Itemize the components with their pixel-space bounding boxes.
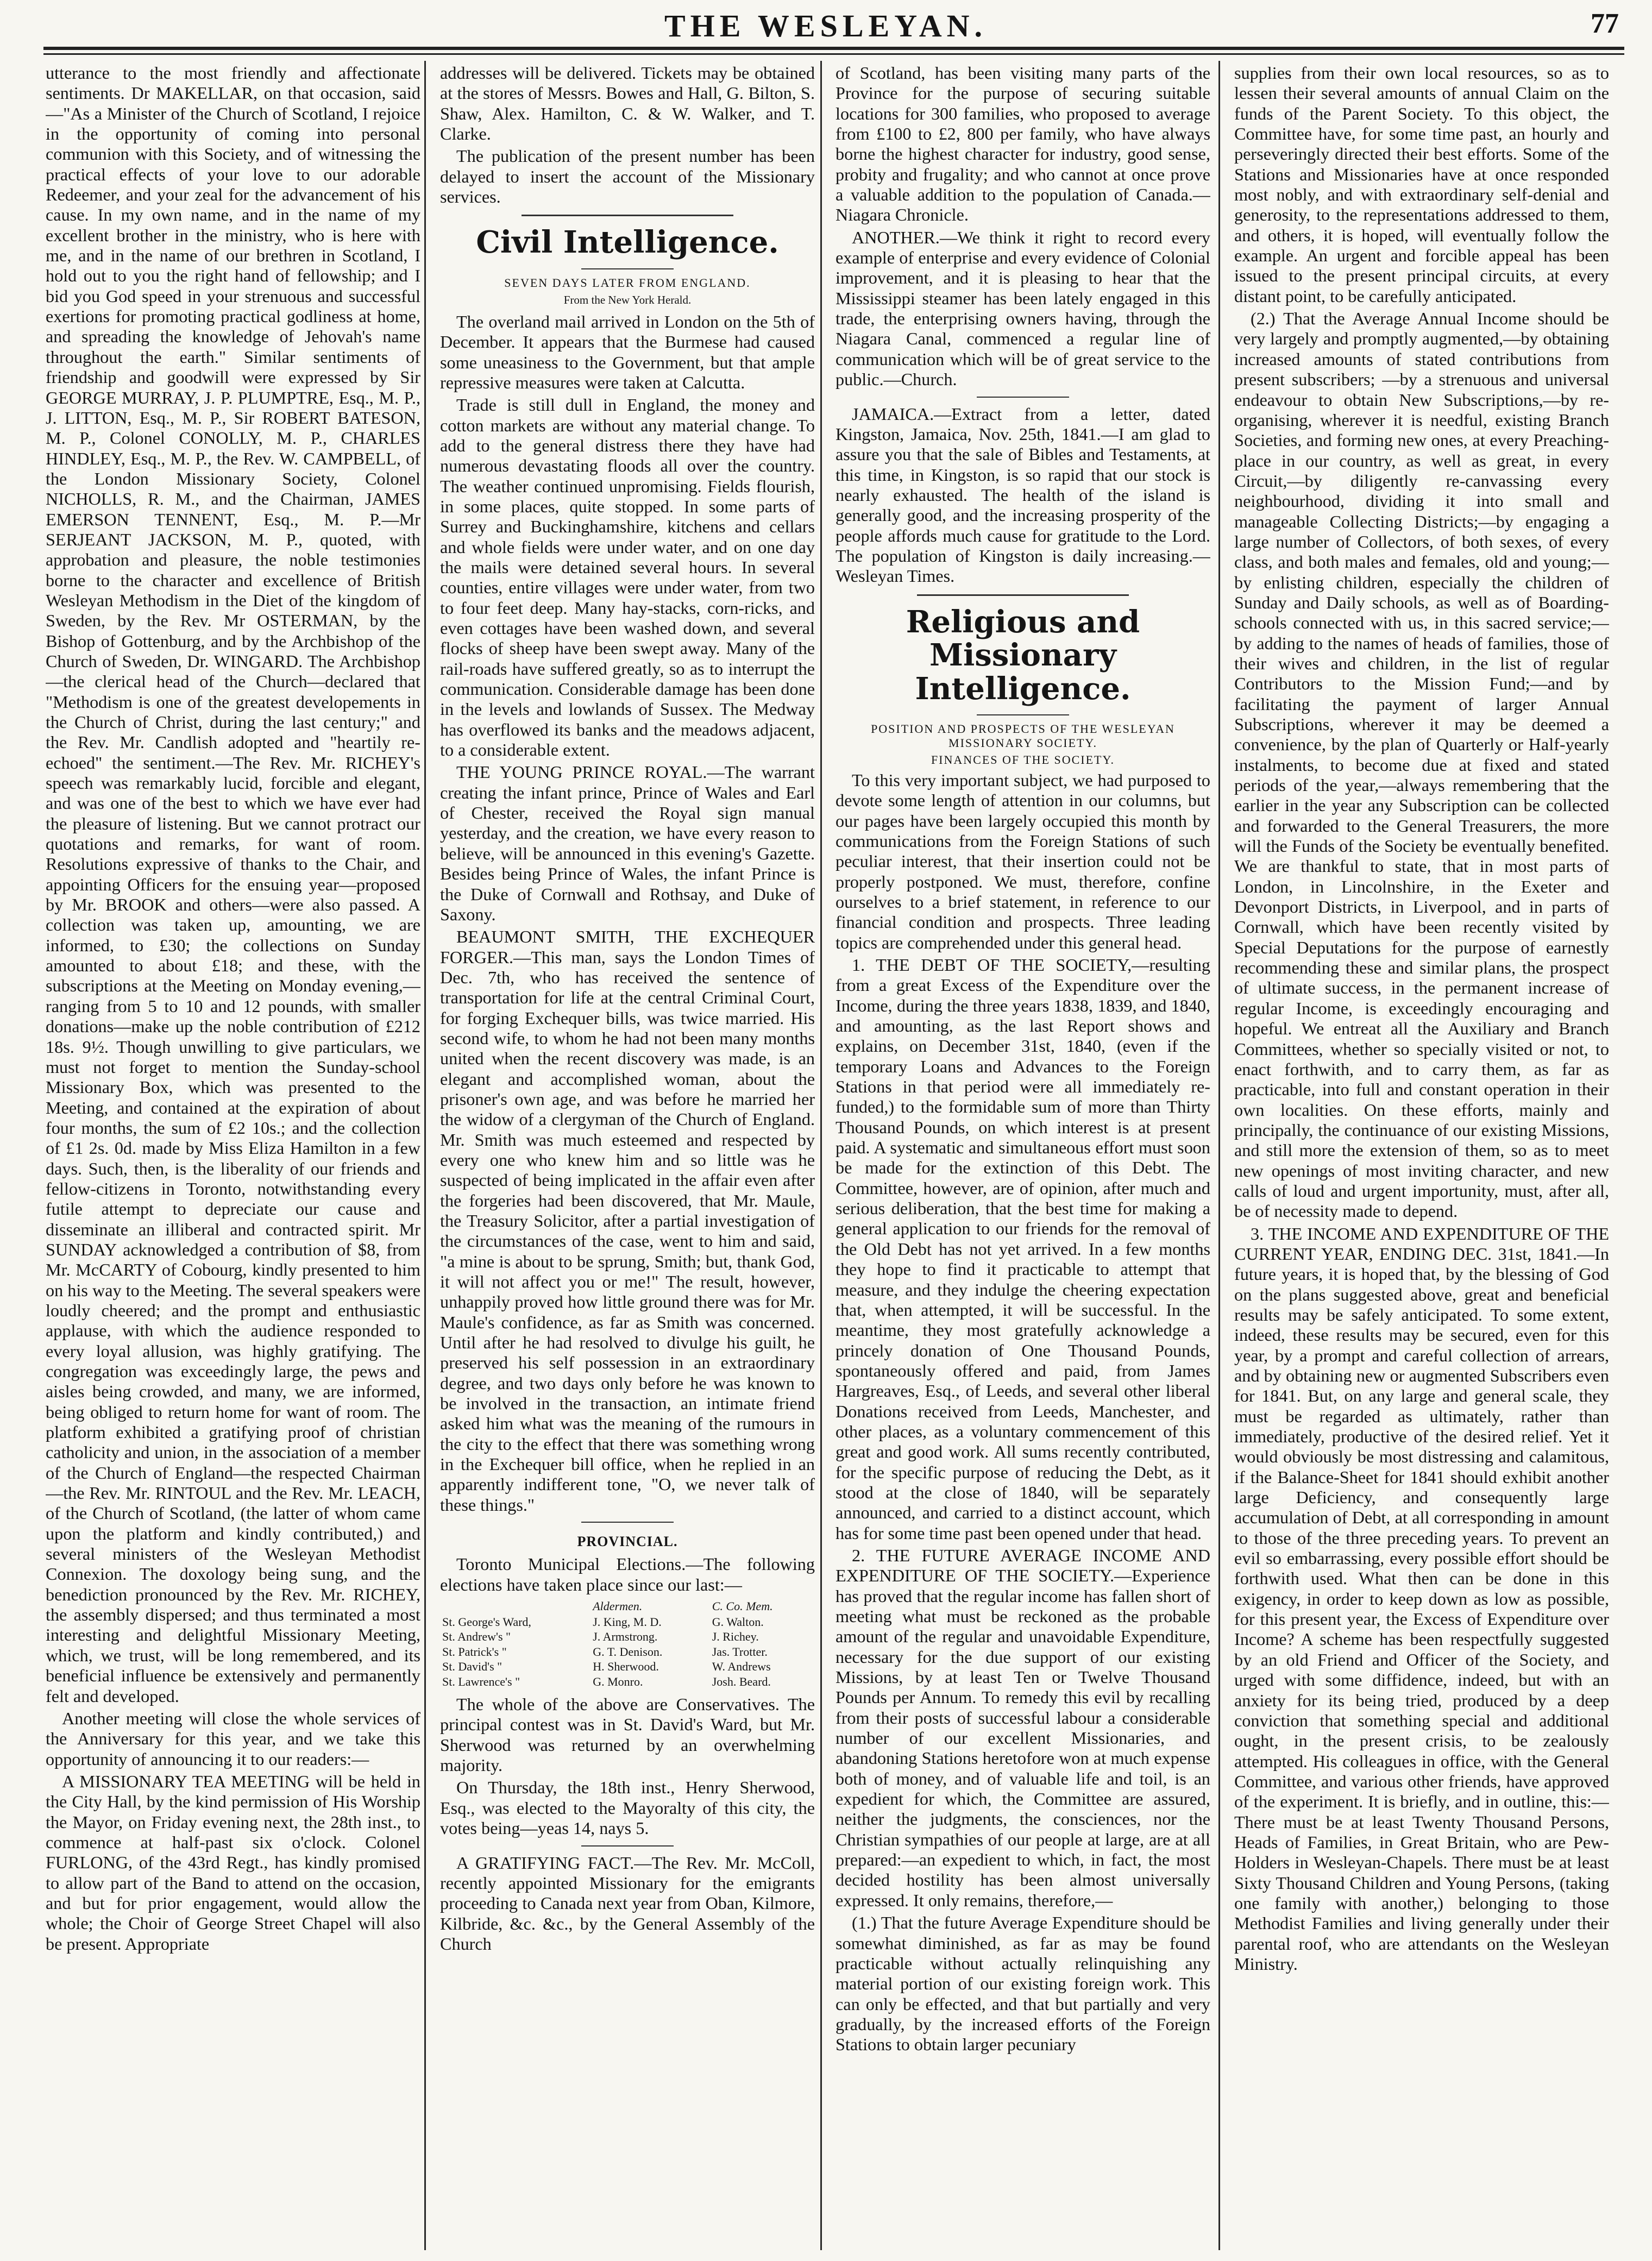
article-paragraph: 3. THE INCOME AND EXPENDITURE OF THE CURRENT YEAR, ENDING DEC. 31st, 1841.—In future years, it is hoped that, by the blessing of God on the plans suggested above, great and beneficial results may be safely anticipated. To some extent, indeed, these results may be secured, even for this year, by a prompt and careful collection of arrears, and by obtaining new or augmented Subscribers even for 1841. But, on any large and general scale, they must be regarded as ultimately, rather than immediately, productive of the desired relief. Yet it would obviously be most distressing and calamitous, if the Balance-Sheet for 1841 should exhibit another large Deficiency, and consequently large accumulation of Debt, at all corresponding in amount to those of the three preceding years. To prevent an evil so embarrassing, every possible effort should be forthwith used. What then can be done in this exigency, in order to keep down as low as possible, for this present year, the Excess of Expenditure over Income? A scheme has been respectfully suggested by an old Friend and Officer of the Society, and urged with some diffidence, indeed, but with an anxiety for its being tried, produced by a deep conviction that something special and additional ought, in the present crisis, to be zealously attempted. His colleagues in office, with the General Committee, and various other friends, have approved of the experiment. It is briefly, and in outline, this:—There must be at least Twenty Thousand Persons, Heads of Families, in Great Britain, who are Pew-Holders in Wesleyan-Chapels. There must be at least Sixty Thousand Children and Young Persons, (taking one family with another,) belonging to those Methodist Families and living generally under their parental roof, who are attendants on the Wesleyan Ministry. (1234, 1223, 1609, 1974)
article-paragraph: The overland mail arrived in London on the 5th of December. It appears that the Burmese had caused some uneasiness to the Government, but that ample repressive measures were taken at Calcutta. (440, 311, 815, 392)
article-paragraph: 1. THE DEBT OF THE SOCIETY,—resulting from a great Excess of the Expenditure over the Income, during the three years 1838, 1839, and 1840, and amounting, as the last Report shows and explains, on December 31st, 1840, (even if the temporary Loans and Advances to the Foreign Stations in that period were all immediately re-funded,) to the formidable sum of more than Thirty Thousand Pounds, on which interest is at present paid. A systematic and simultaneous effort must soon be made for the extinction of this Debt. The Committee, however, are of opinion, after much and serious deliberation, that the best time for making a general application to our friends for the removal of the Old Debt has not yet arrived. In a few months they hope to find it practicable to attempt that measure, and they indulge the cheering expectation that, when attempted, it will be successful. In the meantime, they most gratefully acknowledge a princely donation of One Thousand Pounds, spontaneously offered and paid, from James Hargreaves, Esq., of Leeds, and several other liberal Donations received from Leeds, Manchester, and other places, as a voluntary commencement of this great and good work. All sums recently contributed, for the specific purpose of reducing the Debt, as it stood at the close of 1840, will be separately announced, and carried to a distinct account, which has for some time past been opened under that head. (836, 955, 1210, 1543)
column-divider (424, 61, 426, 2250)
table-header-cell: Aldermen. (593, 1599, 643, 1613)
subheading: POSITION AND PROSPECTS OF THE WESLEYAN MISSIONARY SOCIETY. (871, 722, 1175, 750)
table-row (440, 1674, 815, 1690)
table-header-cell: C. Co. Mem. (712, 1599, 773, 1613)
table-row (440, 1615, 815, 1630)
councilman-cell: Josh. Beard. (712, 1674, 771, 1688)
election-results-table (440, 1598, 815, 1689)
alderman-cell: J. Armstrong. (593, 1630, 658, 1644)
article-paragraph: Trade is still dull in England, the money and cotton markets are without any material change. To add to the general distress there they have had numerous devastating floods all over the country. The weather continued unpromising. Fields flourish, in some places, quite stopped. In some parts of Surrey and Buckinghamshire, kitchens and cellars and whole fields were under water, and on one day the mails were detained several hours. In several counties, entire villages were under water, from two to four feet deep. Many hay-stacks, corn-ricks, and even cottages have been washed down, and several flocks of sheep have been swept away. Many of the rail-roads have suffered greatly, so as to interrupt the communication. Considerable damage has been done in the levels and lowlands of Sussex. The Medway has overflowed its banks and the meadows adjacent, to a considerable extent. (440, 395, 815, 760)
table-header-row (440, 1598, 815, 1615)
masthead-rule-thin (43, 53, 1624, 55)
section-rule (581, 268, 674, 269)
article-paragraph: Toronto Municipal Elections.—The following elections have taken place since our last:— (440, 1554, 815, 1594)
section-rule (977, 397, 1069, 398)
article-paragraph: 2. THE FUTURE AVERAGE INCOME AND EXPENDITURE OF THE SOCIETY.—Experience has proved that the regular income has fallen short of meeting what must be reckoned as the probable amount of the regular and unavoidable Expenditure, necessary for the due support of our existing Missions, by at least Ten or Twelve Thousand Pounds per Annum. To remedy this evil by recalling from their posts of successful labour a considerable number of our excellent Missionaries, and abandoning Stations heretofore won at much expense both of money, and of valuable life and toil, is an expedient for which, the Committee are assured, neither the judgments, the consciences, nor the Christian sympathies of our people at large, are at all prepared:—an expedient to which, in fact, the most decided hostility has been almost universally expressed. It only remains, therefore,— (836, 1545, 1210, 1910)
column-1 (46, 63, 420, 2252)
article-paragraph: (1.) That the future Average Expenditure should be somewhat diminished, as far as may be found practicable without actually relinquishing any material portion of our existing foreign work. This can only be effected, and that but partially and very gradually, by the increased efforts of the Foreign Stations to obtain larger pecuniary (836, 1913, 1210, 2055)
section-rule (522, 215, 733, 216)
alderman-cell: G. T. Denison. (593, 1644, 663, 1659)
article-paragraph: BEAUMONT SMITH, THE EXCHEQUER FORGER.—This man, says the London Times of Dec. 7th, who has received the sentence of transportation for life at the central Criminal Court, for forging Exchequer bills, was twice married. His second wife, to whom he had not been many months united when the recent discovery was made, is an elegant and accomplished woman, about the prisoner's own age, and was before he married her the widow of a clergyman of the Church of England. Mr. Smith was much esteemed and respected by every one who knew him and so little was he suspected of being implicated in the affair even after the forgeries had been discovered, that Mr. Maule, the Treasury Solicitor, after a partial investigation of the circumstances of the case, went to him and said, "a mine is about to be sprung, Smith; but, thank God, it will not affect you or me!" The result, however, unhappily proved how little ground there was for Mr. Maule's confidence, as far as Smith was concerned. Until after he had resolved to divulge his guilt, he preserved his self possession in an extraordinary degree, and two days only before he was known to be involved in the transaction, an intimate friend asked him what was the meaning of the rumours in the city to the effect that there was something wrong in the Exchequer bill office, when he replied in an apparently indifferent tone, "O, we never talk of these things." (440, 927, 815, 1515)
provincial-heading: PROVINCIAL. (577, 1534, 678, 1550)
article-paragraph: (2.) That the Average Annual Income should be very largely and promptly augmented,—by obtaining increased amounts of stated contributions from present subscribers; —by a strenuous and universal endeavour to obtain New Subscriptions,—by re-organising, wherever it is needful, existing Branch Societies, and forming new ones, at every Preaching-place in our country, as well as great, in every Circuit,—by diligently re-canvassing every neighbourhood, dividing it into small and manageable Collecting Districts;—by engaging a large number of Collectors, of both sexes, of every class, and both males and females, old and young;—by enlisting children, especially the children of Sunday and Daily schools, as well as of Boarding-schools connected with us, in this sacred service;—by adding to the names of heads of families, those of their wives and children, in the list of regular Contributors to the Mission Fund;—and by facilitating the payment of larger Annual Subscriptions, wherever it may be deemed a convenience, by the plan of Quarterly or Half-yearly instalments, to become due at fixed and stated periods of the year,—always remembering that the earlier in the year any Subscription can be collected and forwarded to the General Treasurers, the more will the Funds of the Society be eventually benefited. We are thankful to state, that in most parts of London, in Lincolnshire, in the Exeter and Devonport Districts, in Liverpool, and in parts of Cornwall, which have been recently visited by Special Deputations for the purpose of earnestly recommending these and similar plans, the prospect of ultimate success, in the permanent increase of regular Income, is exceedingly encouraging and hopeful. We entreat all the Auxiliary and Branch Committees, whether so specially visited or not, to enact forthwith, and to carry them, as far as practicable, into full and constant operation in their own localities. On these efforts, mainly and principally, the continuance of our existing Missions, and still more the extension of them, so as to meet new openings of most inviting character, and new calls of loud and urgent importunity, must, after all, be of necessity made to depend. (1234, 309, 1609, 1221)
newspaper-title: THE WESLEYAN. (664, 8, 988, 43)
section-title-civil-intelligence: Civil Intelligence. (476, 224, 779, 261)
table-header-cell (440, 1598, 591, 1615)
table-row (440, 1629, 815, 1644)
article-paragraph: THE YOUNG PRINCE ROYAL.—The warrant creating the infant prince, Prince of Wales and Earl of Chester, received the Royal sign manual yesterday, and the creation, we have every reason to believe, will be announced in this evening's Gazette. Besides being Prince of Wales, the infant Prince is the Duke of Cornwall and Rothsay, and Duke of Saxony. (440, 762, 815, 924)
masthead-rule (43, 47, 1624, 50)
section-rule (581, 1522, 674, 1523)
councilman-cell: Jas. Trotter. (712, 1644, 768, 1659)
table-row (440, 1659, 815, 1674)
ward-cell: St. Patrick's " (442, 1644, 507, 1659)
alderman-cell: H. Sherwood. (593, 1660, 659, 1674)
masthead (33, 3, 1619, 47)
column-4 (1234, 63, 1609, 2252)
article-paragraph: utterance to the most friendly and affectionate sentiments. Dr MAKELLAR, on that occasion, said—"As a Minister of the Church of Scotland, I rejoice in the opportunity of coming into personal communion with this Society, and of witnessing the practical effects of your love to our adorable Redeemer, and your zeal for the advancement of his cause. In my own name, and in the name of my excellent brother in the ministry, who is here with me, and in the name of our brethren in Scotland, I hold out to you the right hand of fellowship; and I bid you God speed in your strenuous and successful exertions for promoting practical godliness at home, and spreading the knowledge of Jehovah's name throughout the earth." Similar sentiments of friendship and goodwill were expressed by Sir GEORGE MURRAY, J. P. PLUMPTRE, Esq., M. P., J. LITTON, Esq., M. P., Sir ROBERT BATESON, M. P., Colonel CONOLLY, M. P., CHARLES HINDLEY, Esq., M. P., the Rev. W. CAMPBELL, of the London Missionary Society, Colonel NICHOLLS, R. M., and the Chairman, JAMES EMERSON TENNENT, Esq., M. P.—Mr SERJEANT JACKSON, M. P., quoted, with approbation and pleasure, the noble testimonies borne to the character and excellence of British Wesleyan Methodism in the Diet of the kingdom of Sweden, by the Rev. Mr OSTERMAN, by the Bishop of Gottenburg, and by the Archbishop of the Church of Sweden, Dr. WINGARD. The Archbishop—the clerical head of the Church—declared that "Methodism is one of the greatest developements in the Church of Christ, during the last century;" and the Rev. Mr. Candlish adopted and "heartily re-echoed" the sentiment.—The Rev. Mr. RICHEY's speech was remarkably lucid, forcible and elegant, and was one of the best to which we have ever had the pleasure of listening. But we cannot protract our quotations and remarks, for want of room. Resolutions expressive of thanks to the Chair, and appointing Officers for the ensuing year—proposed by Mr. BROOK and others—were also passed. A collection was taken up, amounting, we are informed, to £30; the collections on Sunday amounted to about £18; and these, with the subscriptions at the Meeting on Monday evening,—ranging from 5 to 10 and 12 pounds, with smaller donations—make up the noble contribution of £212 18s. 9½. Though unwilling to give particulars, we must not forget to mention the Sunday-school Missionary Box, which was presented to the Meeting, and contained at the expiration of about four months, the sum of £2 10s.; and the collection of £1 2s. 0d. made by Miss Eliza Hamilton in a few days. Such, then, is the liberality of our friends and fellow-citizens in Toronto, notwithstanding every futile attempt to depreciate our cause and disseminate an illiberal and contracted spirit. Mr SUNDAY acknowledged a contribution of $8, from Mr. McCARTY of Cobourg, kindly presented to him on his way to the Meeting. The several speakers were loudly cheered; and the prompt and enthusiastic applause, with which the audience responded to every loyal allusion, was highly gratifying. The congregation was exceedingly large, the pews and aisles being crowded, and many, we are informed, being obliged to return home for want of room. The platform exhibited a gratifying proof of christian catholicity and union, in the association of a member of the Church of England—the respected Chairman—the Rev. Mr. RINTOUL and the Rev. Mr. LEACH, of the Church of Scotland, (the latter of whom came upon the platform and kindly contributed,) and several ministers of the Wesleyan Methodist Connexion. The doxology being sung, and the benediction pronounced by the Rev. Mr. RICHEY, the assembly dispersed; and thus terminated a most interesting and delightful Missionary Meeting, which, we trust, will be long remembered, and its beneficial influence be extensively and permanently felt and developed. (46, 63, 420, 1706)
councilman-cell: W. Andrews (712, 1660, 771, 1674)
section-rule (977, 714, 1069, 715)
page-number: 77 (1591, 8, 1619, 39)
table-row (440, 1644, 815, 1660)
column-2 (440, 63, 815, 2252)
article-paragraph: A GRATIFYING FACT.—The Rev. Mr. McColl, recently appointed Missionary for the emigrants proceeding to Canada next year from Oban, Kilmore, Kilbride, &c. &c., by the General Assembly of the Church (440, 1852, 815, 1954)
article-paragraph: ANOTHER.—We think it right to record every example of enterprise and every evidence of Colonial improvement, and it is pleasing to hear that the Mississippi steamer has been lately engaged in this trade, the enterprising owners having, through the Niagara Canal, commenced a regular line of communication which will be of great service to the public.—Church. (836, 227, 1210, 390)
article-paragraph: On Thursday, the 18th inst., Henry Sherwood, Esq., was elected to the Mayoralty of this city, the votes being—yeas 14, nays 5. (440, 1778, 815, 1838)
subheading-finances: FINANCES OF THE SOCIETY. (931, 753, 1115, 767)
article-paragraph: of Scotland, has been visiting many parts of the Province for the purpose of securing suitable locations for 300 families, who proposed to average from £100 to £2, 800 per family, who have always borne the highest character for industry, good sense, probity and frugality; and who cannot at once prove a valuable addition to the population of Canada.—Niagara Chronicle. (836, 63, 1210, 225)
ward-cell: St. Andrew's " (442, 1630, 511, 1644)
article-paragraph: Another meeting will close the whole services of the Anniversary for this year, and we take this opportunity of announcing it to our readers:— (46, 1708, 420, 1769)
article-paragraph: JAMAICA.—Extract from a letter, dated Kingston, Jamaica, Nov. 25th, 1841.—I am glad to assure you that the sale of Bibles and Testaments, at this time, in Kingston, is so rapid that our stock is nearly exhausted. The health of the island is generally good, and the increasing prosperity of the people affords much cause for gratitude to the Lord. The population of Kingston is daily increasing.—Wesleyan Times. (836, 404, 1210, 586)
section-rule (917, 594, 1129, 596)
article-paragraph: supplies from their own local resources, so as to lessen their several amounts of annual Claim on the funds of the Parent Society. To this object, the Committee have, for some time past, an hourly and perseveringly directed their best efforts. Some of the Stations and Missionaries have at once responded most nobly, and with extraordinary self-denial and generosity, to the representations addressed to them, and others, it is hoped, will eventually follow the example. An urgent and forcible appeal has been issued to the present principal circuits, at every distant point, to be carefully anticipated. (1234, 63, 1609, 306)
column-3 (836, 63, 1210, 2252)
alderman-cell: G. Monro. (593, 1674, 643, 1688)
article-paragraph: addresses will be delivered. Tickets may be obtained at the stores of Messrs. Bowes and Hall, G. Bilton, S. Shaw, Alex. Hamilton, C. & W. Walker, and T. Clarke. (440, 63, 815, 144)
column-divider (820, 61, 822, 2250)
section-rule (581, 1845, 674, 1847)
councilman-cell: G. Walton. (712, 1615, 764, 1629)
alderman-cell: J. King, M. D. (593, 1615, 662, 1629)
article-paragraph: To this very important subject, we had purposed to devote some length of attention in our columns, but our pages have been largely occupied this month by communications from the Foreign Stations of such peculiar interest, that their insertion could not be properly postponed. We must, therefore, confine ourselves to a brief statement, in reference to our financial condition and prospects. Three leading topics are comprehended under this general head. (836, 770, 1210, 952)
source-line: From the New York Herald. (563, 293, 692, 306)
column-divider (1218, 61, 1220, 2250)
ward-cell: St. David's " (442, 1660, 502, 1674)
section-title-religious-missionary: Religious and Missionary Intelligence. (906, 604, 1140, 707)
article-paragraph: The whole of the above are Conservatives. The principal contest was in St. David's Ward, but Mr. Sherwood was returned by an overwhelming majority. (440, 1694, 815, 1775)
article-paragraph: A MISSIONARY TEA MEETING will be held in the City Hall, by the kind permission of His Worship the Mayor, on Friday evening next, the 28th inst., to commence at half-past six o'clock. Colonel FURLONG, of the 43rd Regt., has kindly promised to allow part of the Band to attend on the occasion, and but for prior engagement, would allow the whole; the Choir of George Street Chapel will also be present. Appropriate (46, 1771, 420, 1954)
subheading: SEVEN DAYS LATER FROM ENGLAND. (504, 276, 751, 290)
councilman-cell: J. Richey. (712, 1630, 759, 1644)
article-paragraph: The publication of the present number has been delayed to insert the account of the Missionary services. (440, 146, 815, 207)
ward-cell: St. George's Ward, (442, 1615, 531, 1629)
ward-cell: St. Lawrence's " (442, 1674, 520, 1688)
